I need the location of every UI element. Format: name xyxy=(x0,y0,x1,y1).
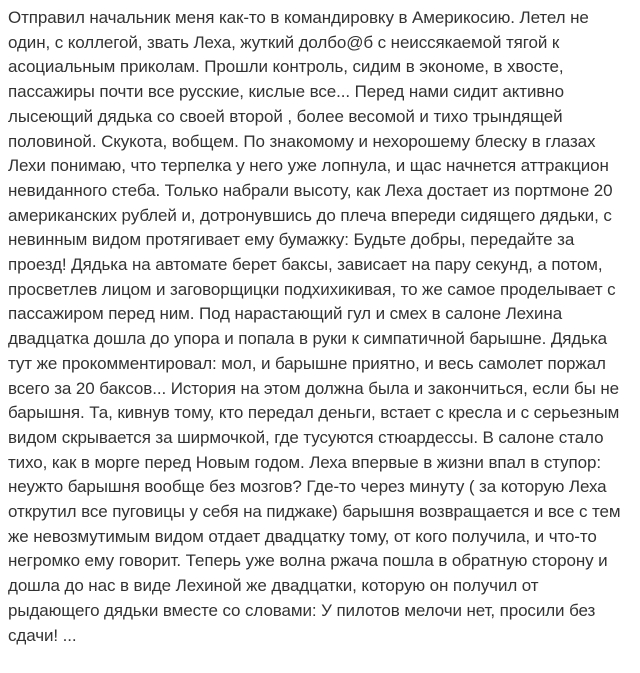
text-line: проезд! Дядька на автомате берет баксы, зависает на пару секунд, а потом, xyxy=(8,255,603,275)
text-line: барышня. Та, кивнув тому, кто передал деньги, встает с кресла и с серьезным xyxy=(8,403,620,423)
text-line: двадцатка дошла до упора и попала в руки к симпатичной барышне. Дядька xyxy=(8,329,608,349)
text-line: открутил все пуговицы у себя на пиджаке) барышня возвращается и все с тем xyxy=(8,502,621,522)
text-line: тут же прокомментировал: мол, и барышне приятно, и весь самолет поржал xyxy=(8,353,606,373)
text-line: дошла до нас в виде Лехиной же двадцатки, которую он получил от xyxy=(8,576,539,596)
text-line: пассажиром перед ним. Под нарастающий гул и смех в салоне Лехина xyxy=(8,304,563,324)
text-line: тихо, как в морге перед Новым годом. Леха впервые в жизни впал в ступор: xyxy=(8,452,601,472)
text-line: всего за 20 баксов... История на этом должна была и закончиться, если бы не xyxy=(8,378,619,398)
text-line: сдачи! ... xyxy=(8,625,77,645)
text-line: американских рублей и, дотронувшись до плеча впереди сидящего дядьки, с xyxy=(8,205,612,225)
text-line: же невозмутимым видом отдает двадцатку тому, от кого получила, и что-то xyxy=(8,526,597,546)
text-line: пассажиры почти все русские, кислые все... Перед нами сидит активно xyxy=(8,82,564,102)
text-line: неужто барышня вообще без мозгов? Где-то через минуту ( за которую Леха xyxy=(8,477,607,497)
text-line: Отправил начальник меня как-то в командировку в Америкосию. Летел не xyxy=(8,8,589,27)
text-line: асоциальным приколам. Прошли контроль, сидим в экономе, в хвосте, xyxy=(8,57,564,77)
text-line: половиной. Скукота, вобщем. По знакомому и нехорошему блеску в глазах xyxy=(8,131,596,151)
text-line: невиданного стеба. Только набрали высоту, как Леха достает из портмоне 20 xyxy=(8,180,613,200)
text-line: один, с коллегой, звать Леха, жуткий долбо@б с неиссякаемой тягой к xyxy=(8,32,560,52)
text-line: Лехи понимаю, что терпелка у него уже лопнула, и щас начнется аттракцион xyxy=(8,156,609,176)
text-line: просветлев лицом и заговорщицки подхихикивая, то же самое проделывает с xyxy=(8,279,616,299)
text-line: невинным видом протягивает ему бумажку: Будьте добры, передайте за xyxy=(8,230,575,250)
text-line: видом скрывается за ширмочкой, где тусуются стюардессы. В салоне стало xyxy=(8,427,604,447)
text-line: негромко ему говорит. Теперь уже волна ржача пошла в обратную сторону и xyxy=(8,551,608,571)
text-line: лысеющий дядька со своей второй , более весомой и тихо трындящей xyxy=(8,106,563,126)
text-line: рыдающего дядьки вместе со словами: У пилотов мелочи нет, просили без xyxy=(8,600,596,620)
